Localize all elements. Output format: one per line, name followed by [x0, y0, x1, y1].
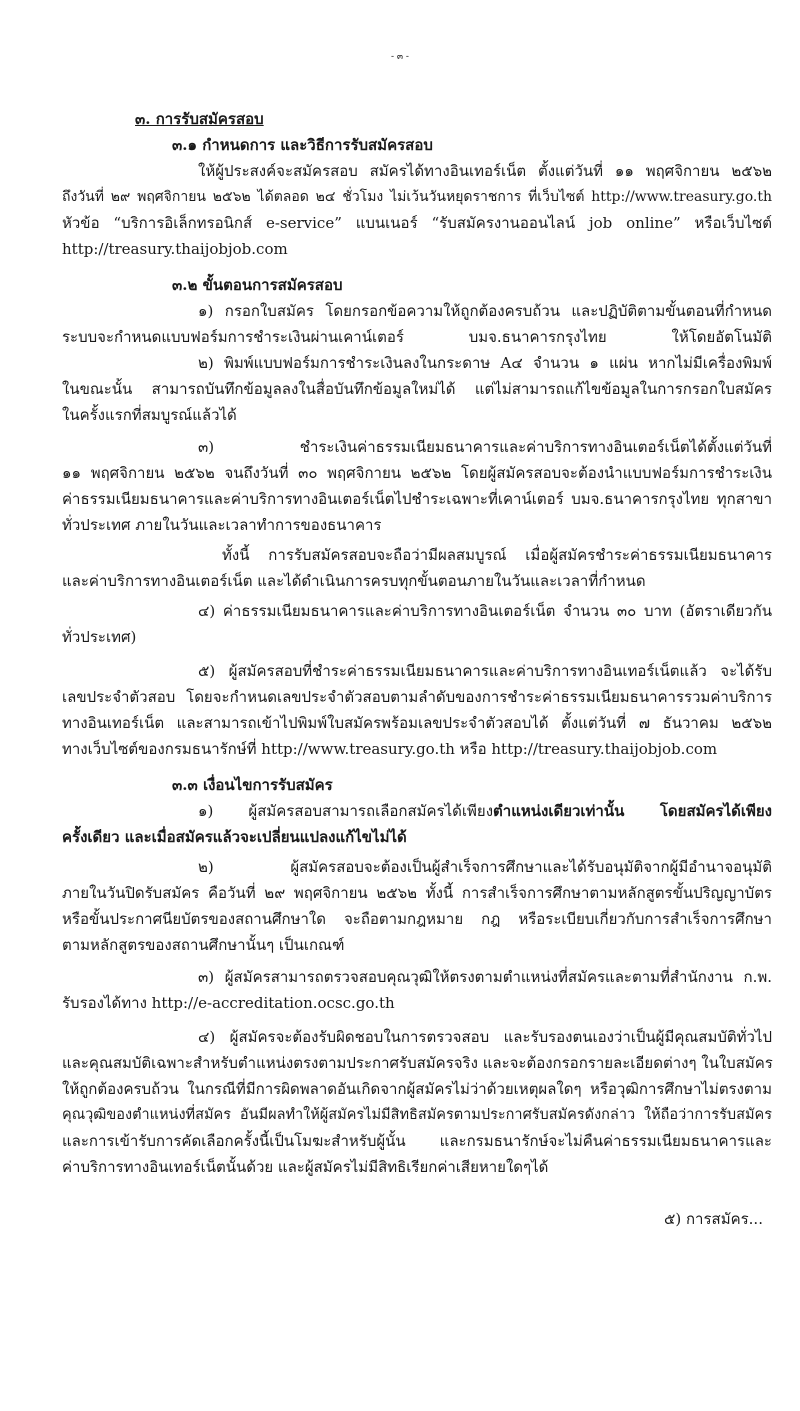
paragraph-line: รับรองได้ทาง http://e-accreditation.ocsc.go.th [62, 994, 395, 1012]
paragraph-line: ให้ถูกต้องครบถ้วน ในกรณีที่มีการผิดพลาดอันเกิดจากผู้สมัครไม่ว่าด้วยเหตุผลใดๆ หรือวุฒิการศึกษาไม่ตรงตาม [62, 1080, 772, 1098]
paragraph-line: เลขประจำตัวสอบ โดยจะกำหนดเลขประจำตัวสอบตามลำดับของการชำระค่าธรรมเนียมธนาคารรวมค่าบริการ [62, 688, 772, 706]
paragraph-line: ๔) ค่าธรรมเนียมธนาคารและค่าบริการทางอินเตอร์เน็ต จำนวน ๓๐ บาท (อัตราเดียวกัน [198, 602, 772, 620]
paragraph-line: ในครั้งแรกที่สมบูรณ์แล้วได้ [62, 406, 237, 424]
condition-1-text: ๑) ผู้สมัครสอบสามารถเลือกสมัครได้เพียง [198, 802, 494, 820]
paragraph-line: ๓) ชำระเงินค่าธรรมเนียมธนาคารและค่าบริการทางอินเตอร์เน็ตได้ตั้งแต่วันที่ [198, 438, 772, 456]
paragraph-line: หัวข้อ “บริการอิเล็กทรอนิกส์ e-service” แบนเนอร์ “รับสมัครงานออนไลน์ job online” หรือเว็บไซต์ [62, 214, 772, 232]
paragraph-line: ในขณะนั้น สามารถบันทึกข้อมูลลงในสื่อบันทึกข้อมูลใหม่ได้ แต่ไม่สามารถแก้ไขข้อมูลในการกรอกใบสมัคร [62, 380, 772, 398]
paragraph-line: ๒) พิมพ์แบบฟอร์มการชำระเงินลงในกระดาษ A๔ จำนวน ๑ แผ่น หากไม่มีเครื่องพิมพ์ [198, 354, 772, 372]
paragraph-line: ๑๑ พฤศจิกายน ๒๕๖๒ จนถึงวันที่ ๓๐ พฤศจิกายน ๒๕๖๒ โดยผู้สมัครสอบจะต้องนำแบบฟอร์มการชำระเงิน [62, 464, 772, 482]
paragraph-line: ทั่วประเทศ) [62, 628, 137, 646]
section-title: ๓. การรับสมัครสอบ [135, 110, 264, 128]
paragraph-line: ค่าบริการทางอินเทอร์เน็ตนั้นด้วย และผู้สมัครไม่มีสิทธิเรียกค่าเสียหายใดๆได้ [62, 1158, 549, 1176]
paragraph-line: ทางอินเทอร์เน็ต และสามารถเข้าไปพิมพ์ใบสมัครพร้อมเลขประจำตัวสอบได้ ตั้งแต่วันที่ ๗ ธันวาคม ๒๕๖๒ [62, 714, 772, 732]
paragraph-line: ตามหลักสูตรของสถานศึกษานั้นๆ เป็นเกณฑ์ [62, 936, 345, 954]
paragraph-line: ค่าธรรมเนียมธนาคารและค่าบริการทางอินเตอร์เน็ตไปชำระเฉพาะที่เคาน์เตอร์ บมจ.ธนาคารกรุงไทย ทุกสาขา [62, 490, 772, 508]
paragraph-line: ๑) กรอกใบสมัคร โดยกรอกข้อความให้ถูกต้องครบถ้วน และปฏิบัติตามขั้นตอนที่กำหนด [198, 302, 772, 320]
paragraph-line: ภายในวันปิดรับสมัคร คือวันที่ ๒๙ พฤศจิกายน ๒๕๖๒ ทั้งนี้ การสำเร็จการศึกษาตามหลักสูตรขั้นปริญญาบัตร [62, 884, 772, 902]
paragraph-line: และค่าบริการทางอินเตอร์เน็ต และได้ดำเนินการครบทุกขั้นตอนภายในวันและเวลาที่กำหนด [62, 572, 646, 590]
page-number: - ๓ - [391, 52, 409, 62]
subsection-heading-3-3: ๓.๓ เงื่อนไขการรับสมัคร [172, 776, 333, 794]
paragraph-line [198, 800, 772, 822]
paragraph-line: ถึงวันที่ ๒๙ พฤศจิกายน ๒๕๖๒ ได้ตลอด ๒๔ ชั่วโมง ไม่เว้นวันหยุดราชการ ที่เว็บไซต์ http://www.treasury.go.th [62, 189, 772, 205]
paragraph-line: ระบบจะกำหนดแบบฟอร์มการชำระเงินผ่านเคาน์เตอร์ บมจ.ธนาคารกรุงไทย ให้โดยอัตโนมัติ [62, 328, 772, 346]
paragraph-line: ๔) ผู้สมัครจะต้องรับผิดชอบในการตรวจสอบ และรับรองตนเองว่าเป็นผู้มีคุณสมบัติทั่วไป [198, 1028, 772, 1046]
condition-1-emphasis: ตำแหน่งเดียวเท่านั้น โดยสมัครได้เพียง [493, 802, 772, 820]
paragraph-line: ทั้งนี้ การรับสมัครสอบจะถือว่ามีผลสมบูรณ์ เมื่อผู้สมัครชำระค่าธรรมเนียมธนาคาร [222, 546, 772, 564]
paragraph-line: ทางเว็บไซต์ของกรมธนารักษ์ที่ http://www.treasury.go.th หรือ http://treasury.thaijobjob.com [62, 740, 718, 758]
paragraph-line: ๕) ผู้สมัครสอบที่ชำระค่าธรรมเนียมธนาคารและค่าบริการทางอินเทอร์เน็ตแล้ว จะได้รับ [198, 662, 772, 680]
paragraph-line: ๓) ผู้สมัครสามารถตรวจสอบคุณวุฒิให้ตรงตามตำแหน่งที่สมัครและตามที่สำนักงาน ก.พ. [198, 968, 772, 986]
paragraph-line: คุณวุฒิของตำแหน่งที่สมัคร อันมีผลทำให้ผู้สมัครไม่มีสิทธิสมัครตามประกาศรับสมัครดังกล่าว ให้ถือว่าการรับสมัคร [62, 1107, 772, 1123]
paragraph-line: ให้ผู้ประสงค์จะสมัครสอบ สมัครได้ทางอินเทอร์เน็ต ตั้งแต่วันที่ ๑๑ พฤศจิกายน ๒๕๖๒ [198, 162, 772, 180]
paragraph-line: http://treasury.thaijobjob.com [62, 240, 288, 258]
paragraph-line: หรือขั้นประกาศนียบัตรของสถานศึกษาใด จะถือตามกฎหมาย กฎ หรือระเบียบเกี่ยวกับการสำเร็จการศึกษา [62, 910, 772, 928]
paragraph-line: และการเข้ารับการคัดเลือกครั้งนี้เป็นโมฆะสำหรับผู้นั้น และกรมธนารักษ์จะไม่คืนค่าธรรมเนียมธนาคารและ [62, 1132, 772, 1150]
paragraph-line: ๒) ผู้สมัครสอบจะต้องเป็นผู้สำเร็จการศึกษาและได้รับอนุมัติจากผู้มีอำนาจอนุมัติ [198, 858, 772, 876]
subsection-heading-3-2: ๓.๒ ขั้นตอนการสมัครสอบ [172, 276, 343, 294]
paragraph-line: ครั้งเดียว และเมื่อสมัครแล้วจะเปลี่ยนแปลงแก้ไขไม่ได้ [62, 828, 407, 846]
paragraph-line: และคุณสมบัติเฉพาะสำหรับตำแหน่งตรงตามประกาศรับสมัครจริง และจะต้องกรอกรายละเอียดต่างๆ ในใบสมัคร [62, 1054, 773, 1072]
subsection-heading-3-1: ๓.๑ กำหนดการ และวิธีการรับสมัครสอบ [172, 136, 433, 154]
paragraph-line: ทั่วประเทศ ภายในวันและเวลาทำการของธนาคาร [62, 516, 382, 534]
continuation-marker: ๕) การสมัคร... [664, 1210, 763, 1228]
